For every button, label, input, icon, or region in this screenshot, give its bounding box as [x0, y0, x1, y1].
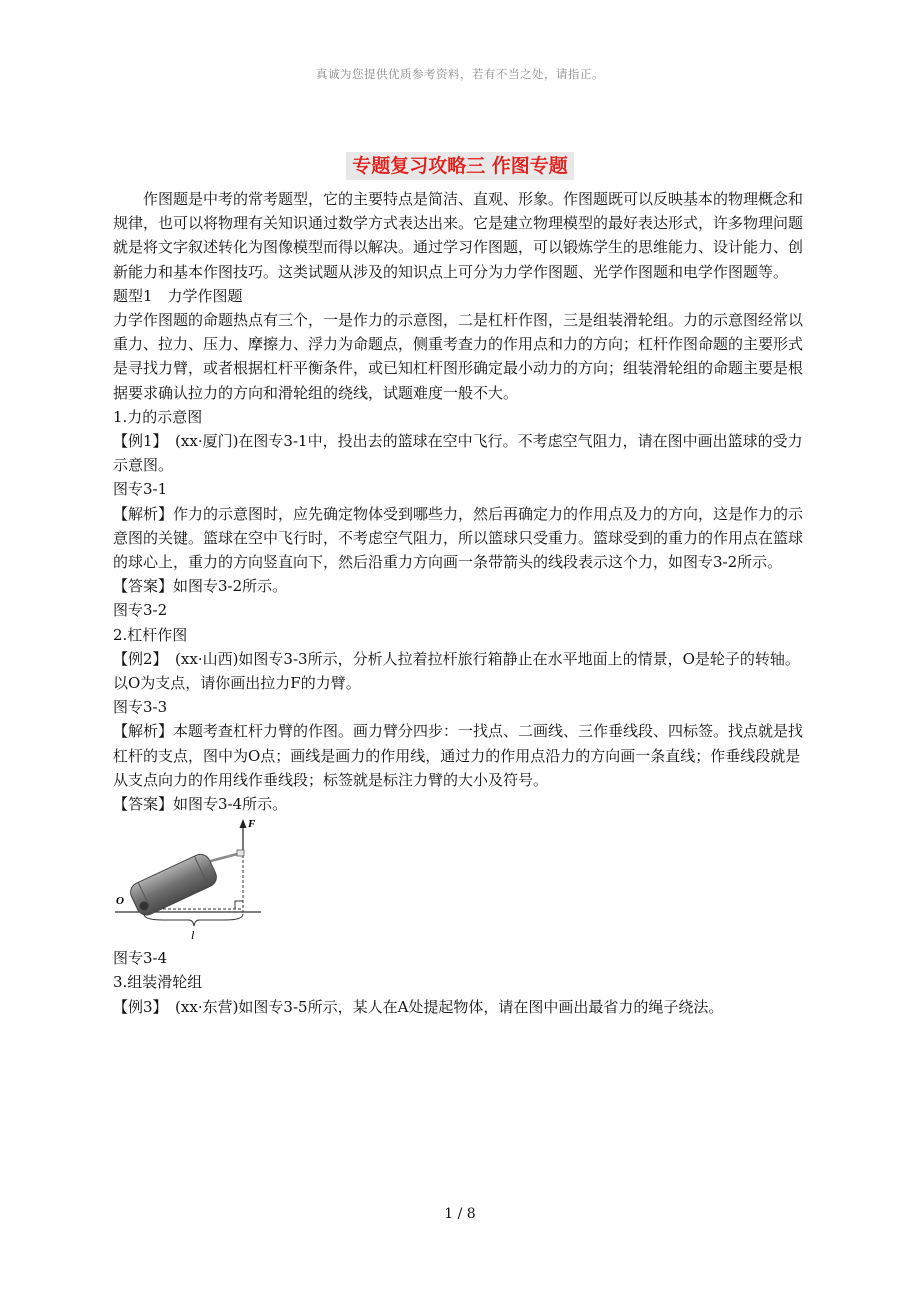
subsection-heading: 3.组装滑轮组: [113, 973, 203, 992]
pivot-label: O: [116, 895, 124, 908]
suitcase-lever-diagram: [113, 816, 263, 946]
wheel-pivot: [140, 902, 149, 911]
subsection-heading: 1.力的示意图: [113, 407, 203, 426]
answer-1: 【答案】如图专3-2所示。: [113, 577, 288, 596]
section-intro: 力学作图题的命题热点有三个，一是作力的示意图，二是杠杆作图，三是组装滑轮组。力的示意图经常以重力、拉力、压力、摩擦力、浮力为命题点，侧重考查力的作用点和力的方向；杠杆作图命题的主要形式是寻找力臂，或者根据杠杆平衡条件，或已知杠杆图形确定最小动力的方向；组装滑轮组的命题主要是根据要求确认拉力的方向和滑轮组的绕线，试题难度一般不大。: [113, 311, 804, 402]
suitcase-handle: [207, 853, 241, 862]
figure-caption: 图专3-1: [113, 480, 168, 499]
analysis-2: 【解析】本题考查杠杆力臂的作图。画力臂分四步：一找点、二画线、三作垂线段、四标签。找点就是找杠杆的支点，图中为O点；画线是画力的作用线，通过力的作用点沿力的方向画一条直线；作垂线段就是从支点向力的作用线作垂线段；标签就是标注力臂的大小及符号。: [113, 722, 804, 789]
figure-caption: 图专3-2: [113, 601, 168, 620]
arm-label: l: [191, 928, 195, 943]
figure-caption: 图专3-4: [113, 949, 168, 968]
document-title-wrap: [0, 152, 920, 180]
force-label: F: [248, 818, 256, 831]
right-angle-mark: [235, 901, 243, 909]
page-header-note: 真诚为您提供优质参考资料，若有不当之处，请指正。: [316, 67, 604, 81]
page-number: 1 / 8: [444, 1206, 476, 1222]
subsection-heading: 2.杠杆作图: [113, 625, 188, 644]
figure-caption: 图专3-3: [113, 698, 168, 717]
intro-paragraph: 作图题是中考的常考题型，它的主要特点是简洁、直观、形象。作图题既可以反映基本的物理概念和规律，也可以将物理有关知识通过数学方式表达出来。它是建立物理模型的最好表达形式，许多物理问题就是将文字叙述转化为图像模型而得以解决。通过学习作图题，可以锻炼学生的思维能力、设计能力、创新能力和基本作图技巧。这类试题从涉及的知识点上可分为力学作图题、光学作图题和电学作图题等。: [113, 190, 804, 281]
answer-2: 【答案】如图专3-4所示。: [113, 795, 288, 814]
example-1: 【例1】 (xx·厦门)在图专3-1中，投出去的篮球在空中飞行。不考虑空气阻力，请在图中画出篮球的受力示意图。: [113, 432, 803, 475]
force-arrow-head: [240, 819, 247, 828]
example-2: 【例2】 (xx·山西)如图专3-3所示，分析人拉着拉杆旅行箱静止在水平地面上的情景，O是轮子的转轴。以O为支点，请你画出拉力F的力臂。: [113, 649, 800, 693]
analysis-1: 【解析】作力的示意图时，应先确定物体受到哪些力，然后再确定力的作用点及力的方向，这是作力的示意图的关键。篮球在空中飞行时，不考虑空气阻力，所以篮球只受重力。篮球受到的重力的作用点在篮球的球心上，重力的方向竖直向下，然后沿重力方向画一条带箭头的线段表示这个力，如图专3-2所示。: [113, 504, 804, 572]
section-heading: 题型1 力学作图题: [113, 286, 243, 305]
document-title: 专题复习攻略三 作图专题: [346, 152, 574, 180]
document-body: [113, 187, 813, 1019]
suitcase-lever-figure: [113, 816, 263, 946]
arm-brace: [144, 914, 243, 926]
example-3: 【例3】 (xx·东营)如图专3-5所示，某人在A处提起物体，请在图中画出最省力的绳子绕法。: [113, 997, 724, 1016]
